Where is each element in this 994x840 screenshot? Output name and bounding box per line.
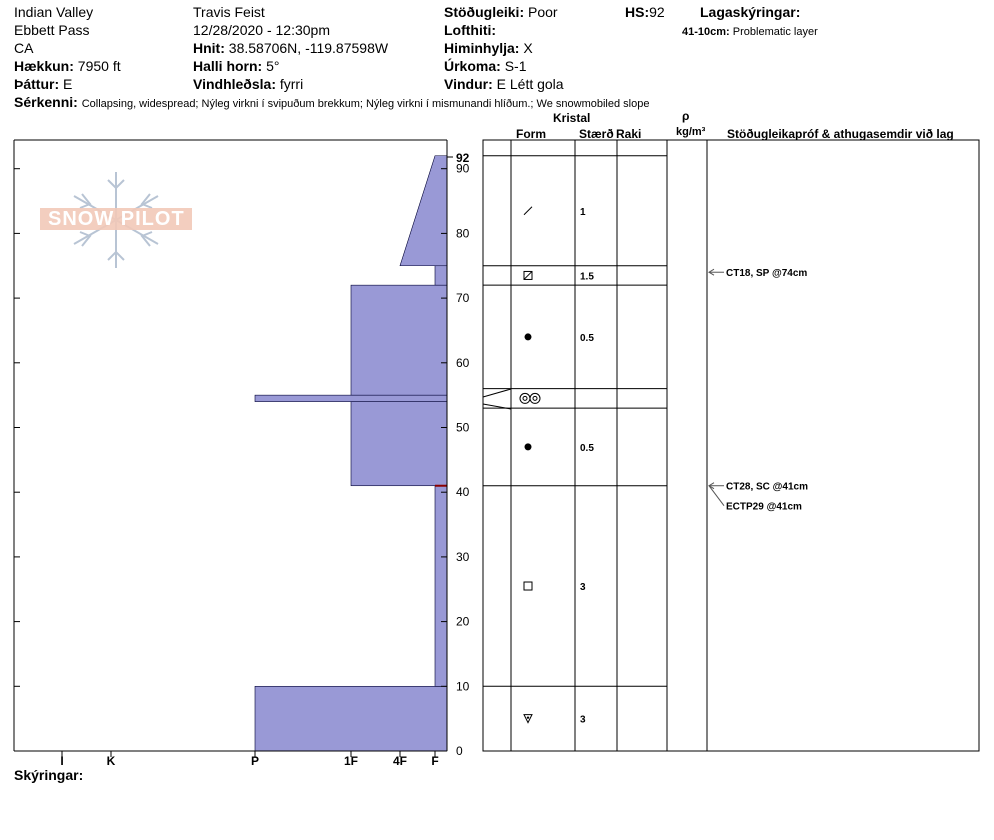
test-label-0: CT18, SP @74cm (726, 268, 808, 280)
layer-size-1: 1.5 (580, 271, 594, 283)
layer-size-0: 1 (580, 206, 586, 218)
test-label-2: ECTP29 @41cm (726, 501, 802, 513)
hardness-bar-1 (435, 486, 447, 687)
density-unit: kg/m³ (676, 126, 706, 138)
hardness-bar-5 (435, 266, 447, 285)
depth-hoar-dot (527, 716, 529, 718)
size-header: Stærð (579, 127, 614, 141)
layer-size-2: 0.5 (580, 332, 594, 344)
wind-loading-label: Vindhleðsla: (193, 76, 276, 92)
elevation-value: 7950 ft (77, 58, 121, 74)
hs-value: 92 (649, 4, 665, 20)
depth-label-90: 90 (456, 161, 470, 176)
legend-key: 41-10cm: (682, 26, 730, 38)
slope-label: Halli horn: (193, 58, 263, 74)
depth-label-20: 20 (456, 614, 470, 629)
thin-layer-connector-top (483, 389, 511, 397)
hardness-bar-3 (255, 395, 447, 401)
precip-label: Úrkoma: (444, 58, 501, 74)
notes-label: Skýringar: (14, 767, 84, 783)
hardness-label-F: F (431, 754, 439, 768)
air-temp-row (444, 22, 496, 38)
depth-label-40: 40 (456, 485, 470, 500)
aspect-label: Þáttur: (14, 76, 60, 92)
hardness-bar-6 (400, 156, 447, 266)
mf-dot-1 (523, 396, 527, 400)
location-name: Indian Valley (14, 4, 94, 20)
layer-size-6: 3 (580, 714, 586, 726)
coords-label: Hnit: (193, 40, 225, 56)
density-symbol: ρ (682, 109, 690, 123)
hardness-label-4F: 4F (392, 754, 408, 768)
melt-freeze-icon (520, 393, 540, 403)
layer-size-4: 0.5 (580, 442, 594, 454)
test-label-1: CT28, SC @41cm (726, 481, 809, 493)
elevation-row (14, 58, 121, 74)
coords-value: 38.58706N, -119.87598W (228, 40, 389, 56)
depth-label-50: 50 (456, 420, 470, 435)
mf-ring-2 (530, 393, 540, 403)
depth-label-top: 92 (456, 151, 470, 165)
layer-size-5: 3 (580, 582, 586, 594)
area-name: Ebbett Pass (14, 22, 90, 38)
hardness-bar-0 (255, 686, 447, 751)
form-header: Form (516, 127, 546, 141)
slope-value: 5° (266, 58, 280, 74)
rounded-grain-icon (525, 333, 532, 340)
legend-value: Problematic layer (732, 26, 818, 38)
legend-label: Lagaskýringar: (700, 4, 801, 20)
precip-value: S-1 (504, 58, 527, 74)
air-temp-label: Lofthiti: (444, 22, 497, 38)
depth-label-70: 70 (456, 291, 470, 306)
hs-row (625, 4, 665, 20)
logo-text: SNOW PILOT (48, 208, 185, 230)
hardness-bar-2 (351, 402, 447, 486)
sky-row (444, 40, 533, 56)
depth-label-60: 60 (456, 355, 470, 370)
depth-hoar-icon (524, 715, 532, 723)
depth-label-10: 10 (456, 679, 470, 694)
depth-label-30: 30 (456, 549, 470, 564)
mf-dot-2 (533, 396, 537, 400)
hardness-bar-4 (351, 285, 447, 395)
stability-value: Poor (528, 4, 558, 20)
faceted-rounded-icon (524, 271, 532, 279)
tests-header: Stöðugleikapróf & athugasemdir við lag (727, 127, 954, 141)
features-value: Collapsing, widespread; Nýleg virkni í svipuðum brekkum; Nýleg virkni í mismunandi hlíðum.; We snowmobiled slope (81, 98, 650, 110)
aspect-row (14, 76, 72, 92)
decomposing-icon (524, 207, 532, 215)
faceted-rounded-slash (524, 271, 532, 279)
wind-loading-value: fyrri (279, 76, 304, 92)
observation-datetime: 12/28/2020 - 12:30pm (193, 22, 330, 38)
moisture-header: Raki (616, 127, 642, 141)
features-label: Sérkenni: (14, 94, 78, 110)
sky-value: X (523, 40, 533, 56)
depth-label-80: 80 (456, 226, 470, 241)
slope-row (193, 58, 280, 74)
wind-label: Vindur: (444, 76, 493, 92)
state-name: CA (14, 40, 34, 56)
elevation-label: Hækkun: (14, 58, 74, 74)
crystal-header: Kristal (553, 111, 591, 125)
snowpilot-logo (38, 170, 198, 270)
coords-row (193, 40, 388, 56)
test-arrow-2 (709, 486, 724, 506)
stability-row (444, 4, 558, 20)
hardness-label-1F: 1F (343, 754, 359, 768)
faceted-icon (524, 582, 532, 590)
observer-name: Travis Feist (193, 4, 265, 20)
rounded-grain-icon (525, 443, 532, 450)
hardness-label-K: K (106, 754, 116, 768)
wind-loading-row (193, 76, 303, 92)
hs-label: HS: (625, 4, 650, 20)
aspect-value: E (63, 76, 73, 92)
depth-label-0: 0 (456, 744, 463, 758)
stability-label: Stöðugleiki: (444, 4, 525, 20)
layer-table-frame (483, 140, 979, 751)
wind-row (444, 76, 564, 92)
mf-ring-1 (520, 393, 530, 403)
legend-entry (682, 24, 818, 40)
hardness-label-I: I (60, 754, 64, 768)
hardness-label-P: P (250, 754, 260, 768)
sky-label: Himinhylja: (444, 40, 520, 56)
precip-row (444, 58, 526, 74)
wind-value: E Létt gola (496, 76, 564, 92)
